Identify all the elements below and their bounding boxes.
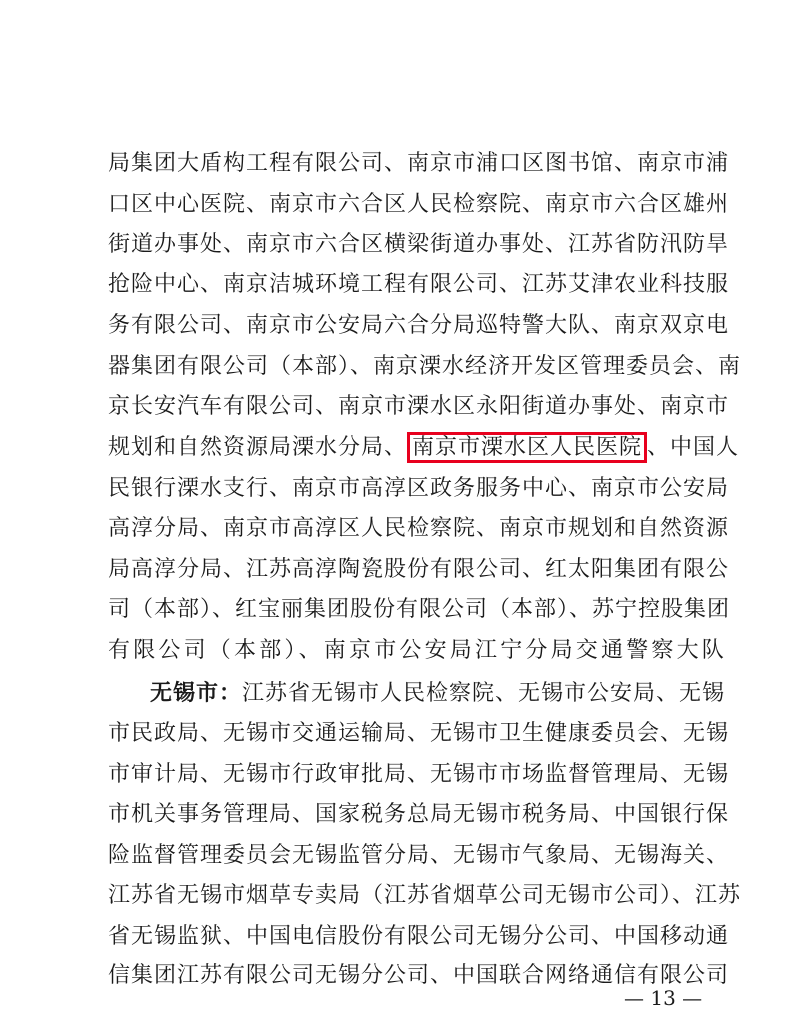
text-line-with-highlight: [108, 433, 740, 463]
text-segment: 、中国人: [647, 435, 740, 460]
text-line: 街道办事处、南京市六合区横梁街道办事处、江苏省防汛防旱: [108, 232, 730, 257]
text-line: 省无锡监狱、中国电信股份有限公司无锡分公司、中国移动通: [108, 924, 730, 949]
text-line: 高淳分局、南京市高淳区人民检察院、南京市规划和自然资源: [108, 516, 730, 541]
text-line: 务有限公司、南京市公安局六合分局巡特警大队、南京双京电: [108, 313, 730, 338]
text-line: 民银行溧水支行、南京市高淳区政务服务中心、南京市公安局: [108, 476, 730, 501]
section-heading: 无锡市：: [150, 680, 243, 706]
text-line: 京长安汽车有限公司、南京市溧水区永阳街道办事处、南京市: [108, 394, 730, 419]
text-line: 险监督管理委员会无锡监管分局、无锡市气象局、无锡海关、: [108, 843, 730, 868]
text-line: 司（本部）、红宝丽集团股份有限公司（本部）、苏宁控股集团: [108, 597, 731, 622]
text-line: 市民政局、无锡市交通运输局、无锡市卫生健康委员会、无锡: [108, 721, 730, 746]
text-line: 信集团江苏有限公司无锡分公司、中国联合网络通信有限公司: [108, 963, 730, 988]
page-number: — 13 —: [624, 986, 703, 1010]
text-line: 市机关事务管理局、国家税务总局无锡市税务局、中国银行保: [108, 802, 730, 827]
highlighted-entity: 南京市溧水区人民医院: [407, 432, 647, 463]
text-line: 器集团有限公司（本部）、南京溧水经济开发区管理委员会、南: [108, 354, 742, 379]
text-line: 口区中心医院、南京市六合区人民检察院、南京市六合区雄州: [108, 192, 730, 217]
text-line: 江苏省无锡市烟草专卖局（江苏省烟草公司无锡市公司）、江苏: [108, 883, 742, 908]
text-line: 市审计局、无锡市行政审批局、无锡市市场监督管理局、无锡: [108, 762, 730, 787]
text-segment: 江苏省无锡市人民检察院、无锡市公安局、无锡: [242, 681, 726, 706]
text-line: 抢险中心、南京洁城环境工程有限公司、江苏艾津农业科技服: [108, 272, 730, 297]
text-line: 局集团大盾构工程有限公司、南京市浦口区图书馆、南京市浦: [108, 151, 730, 176]
text-line: 局高淳分局、江苏高淳陶瓷股份有限公司、红太阳集团有限公: [108, 557, 730, 582]
text-line: 有限公司（本部）、南京市公安局江宁分局交通警察大队: [108, 638, 728, 663]
text-segment: 规划和自然资源局溧水分局、: [108, 435, 408, 460]
section-line: [150, 678, 726, 708]
